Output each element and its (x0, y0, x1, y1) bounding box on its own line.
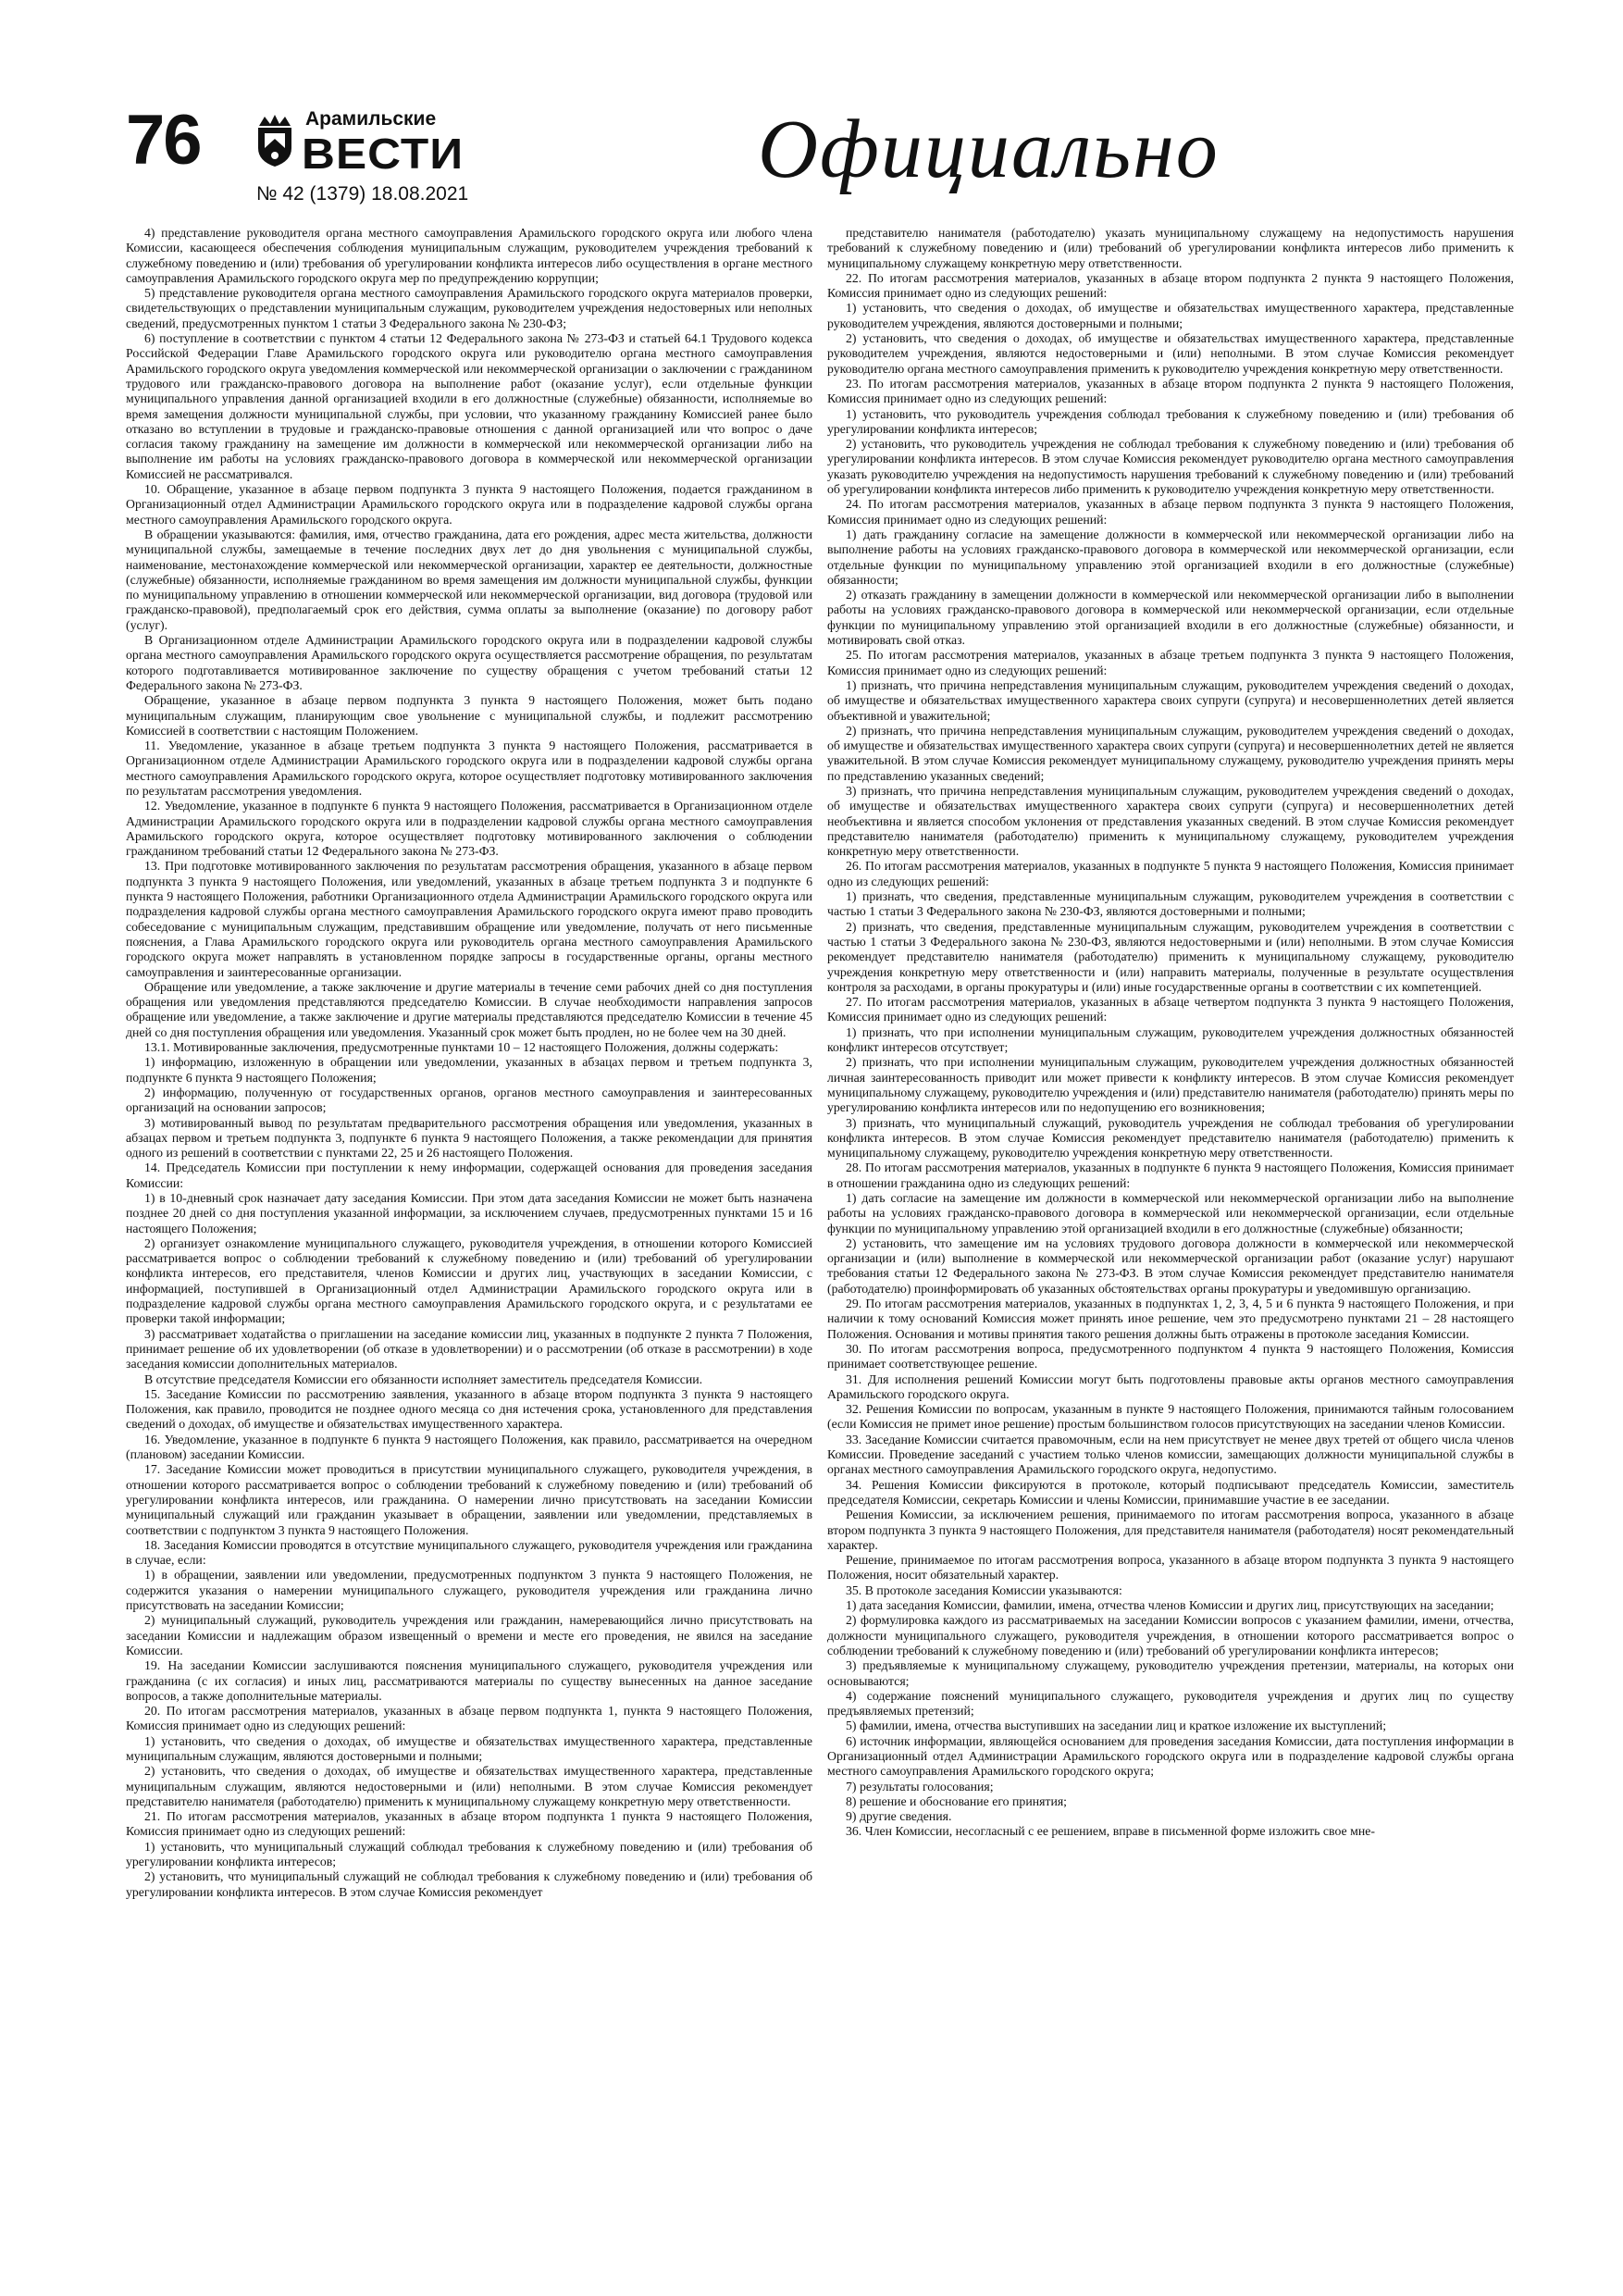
paragraph: В обращении указываются: фамилия, имя, отчество гражданина, дата его рождения, адрес места жительства, должности муниципальной службы, замещаемые в течение последних двух лет до дня увольнения с муниципальной службы, наименование, местонахождение коммерческой или некоммерческой организации, характер ее деятельности, должностные (служебные) обязанности, исполняемые гражданином во время замещения им должности муниципальной службы, функции по муниципальному управлению в отношении коммерческой или некоммерческой организации, вид договора (трудовой или гражданско-правовой), предполагаемый срок его действия, сумма оплаты за выполнение (оказание) по договору работ (услуг). (126, 527, 812, 632)
paragraph: Решение, принимаемое по итогам рассмотрения вопроса, указанного в абзаце втором подпункта 3 пункта 9 настоящего Положения, носит обязательный характер. (827, 1553, 1514, 1582)
paragraph: 3) рассматривает ходатайства о приглашении на заседание комиссии лиц, указанных в подпункте 2 пункта 7 Положения, принимает решение об их удовлетворении (об отказе в удовлетворении) и о рассмотрении (об отказе в рассмотрении) в ходе заседания комиссии дополнительных материалов. (126, 1326, 812, 1371)
paragraph: 1) установить, что сведения о доходах, об имуществе и обязательствах имущественного характера, представленные муниципальным служащим, являются достоверными и полными; (126, 1733, 812, 1763)
paragraph: 33. Заседание Комиссии считается правомочным, если на нем присутствует не менее двух третей от общего числа членов Комиссии. Проведение заседаний с участием только членов комиссии, замещающих должности муниципальной службы в органах местного самоуправления Арамильского городского округа, недопустимо. (827, 1432, 1514, 1477)
paragraph: 3) мотивированный вывод по результатам предварительного рассмотрения обращения или уведомления, указанных в абзацах первом и третьем подпункта 3, подпункте 6 пункта 9 настоящего Положения, а также рекомендации для принятия одного из решений в соответствии с пунктами 22, 25 и 26 настоящего Положения. (126, 1115, 812, 1160)
section-title: Официально (758, 104, 1220, 195)
paragraph: 2) признать, что причина непредставления муниципальным служащим, руководителем учреждения сведений о доходах, об имуществе и обязательствах имущественного характера своих супруги (супруга) и несовершеннолетних детей не является уважительной. В этом случае Комиссия рекомендует муниципальному служащему, руководителю учреждения принять меры по представлению указанных сведений; (827, 723, 1514, 783)
paragraph: 10. Обращение, указанное в абзаце первом подпункта 3 пункта 9 настоящего Положения, подается гражданином в Организационный отдел Администрации Арамильского городского округа или в подразделение кадровой службы органа местного самоуправления Арамильского городского округа. (126, 482, 812, 527)
paragraph: 26. По итогам рассмотрения материалов, указанных в подпункте 5 пункта 9 настоящего Положения, Комиссия принимает одно из следующих решений: (827, 859, 1514, 888)
paragraph: 2) формулировка каждого из рассматриваемых на заседании Комиссии вопросов с указанием фамилии, имени, отчества, должности муниципального служащего, руководителя учреждения, в отношении которого рассматривается вопрос о соблюдении требований к служебному поведению и (или) требований об урегулировании конфликта интересов; (827, 1613, 1514, 1657)
paragraph: 2) информацию, полученную от государственных органов, органов местного самоуправления и заинтересованных организаций на основании запросов; (126, 1085, 812, 1115)
paragraph: 30. По итогам рассмотрения вопроса, предусмотренного подпунктом 4 пункта 9 настоящего Положения, Комиссия принимает соответствующее решение. (827, 1341, 1514, 1371)
paragraph: 21. По итогам рассмотрения материалов, указанных в абзаце втором подпункта 1 пункта 9 настоящего Положения, Комиссия принимает одно из следующих решений: (126, 1809, 812, 1839)
paragraph: 25. По итогам рассмотрения материалов, указанных в абзаце третьем подпункта 3 пункта 9 настоящего Положения, Комиссия принимает одно из следующих решений: (827, 648, 1514, 677)
logo-subtitle: Арамильские (305, 108, 437, 130)
newspaper-logo (255, 105, 607, 183)
paragraph: 7) результаты голосования; (846, 1779, 994, 1793)
paragraph: 32. Решения Комиссии по вопросам, указанным в пункте 9 настоящего Положения, принимаются тайным голосованием (если Комиссия не примет иное решение) простым большинством голосов присутствующих на заседании членов Комиссии. (827, 1402, 1514, 1432)
paragraph: 19. На заседании Комиссии заслушиваются пояснения муниципального служащего, руководителя учреждения или гражданина (с их согласия) и иных лиц, рассматриваются материалы по существу вынесенных на данное заседание вопросов, а также дополнительные материалы. (126, 1658, 812, 1703)
paragraph: 23. По итогам рассмотрения материалов, указанных в абзаце втором подпункта 2 пункта 9 настоящего Положения, Комиссия принимает одно из следующих решений: (827, 376, 1514, 406)
paragraph: 1) признать, что при исполнении муниципальным служащим, руководителем учреждения должностных обязанностей конфликт интересов отсутствует; (827, 1024, 1514, 1055)
paragraph: 2) признать, что при исполнении муниципальным служащим, руководителем учреждения должностных обязанностей личная заинтересованность приводит или может привести к конфликту интересов. В этом случае Комиссия рекомендует муниципальному служащему, руководителю учреждения и (или) представителю нанимателя (работодателю) принять меры по урегулированию конфликта интересов или по недопущению его возникновения; (827, 1055, 1514, 1115)
paragraph: Обращение или уведомление, а также заключение и другие материалы в течение семи рабочих дней со дня поступления обращения или уведомления представляются председателю Комиссии. В случае необходимости направления запросов обращение или уведомление, а также заключение и другие материалы представляются председателю Комиссии в течение 45 дней со дня поступления обращения или уведомления. Указанный срок может быть продлен, но не более чем на 30 дней. (126, 979, 812, 1039)
paragraph: 3) предъявляемые к муниципальному служащему, руководителю учреждения претензии, материалы, на которых они основываются; (827, 1658, 1514, 1688)
paragraph: 1) дать гражданину согласие на замещение должности в коммерческой или некоммерческой организации либо на выполнение работы на условиях гражданско-правового договора в коммерческой или некоммерческой организации, если отдельные функции по муниципальному управлению этой организацией входили в его должностные (служебные) обязанности; (827, 527, 1514, 587)
city-crest-icon (255, 113, 294, 168)
paragraph: 29. По итогам рассмотрения материалов, указанных в подпунктах 1, 2, 3, 4, 5 и 6 пункта 9 настоящего Положения, и при наличии к тому оснований Комиссия может принять иное решение, чем это предусмотрено пунктами 21 – 28 настоящего Положения. Основания и мотивы принятия такого решения должны быть отражены в протоколе заседания Комиссии. (827, 1297, 1514, 1341)
page-number: 76 (126, 101, 201, 180)
paragraph: 6) источник информации, являющейся основанием для проведения заседания Комиссии, дата поступления информации в Организационный отдел Администрации Арамильского городского округа или в подразделение кадровой службы органа местного самоуправления Арамильского городского округа; (827, 1733, 1514, 1779)
paragraph: В Организационном отделе Администрации Арамильского городского округа или в подразделении кадровой службы органа местного самоуправления Арамильского городского округа осуществляется рассмотрение обращения, по результатам которого подготавливается мотивированное заключение по существу обращения с учетом требований статьи 12 Федерального закона № 273-ФЗ. (126, 633, 812, 692)
paragraph: 20. По итогам рассмотрения материалов, указанных в абзаце первом подпункта 1, пункта 9 настоящего Положения, Комиссия принимает одно из следующих решений: (126, 1704, 812, 1733)
paragraph: 1) информацию, изложенную в обращении или уведомлении, указанных в абзацах первом и третьем подпункта 3, подпункте 6 пункта 9 настоящего Положения; (126, 1055, 812, 1085)
paragraph: 2) признать, что сведения, представленные муниципальным служащим, руководителем учреждения в соответствии с частью 1 статьи 3 Федерального закона № 230-ФЗ, являются недостоверными и (или) неполными. В этом случае Комиссия рекомендует представителю нанимателя (работодателю) применить к муниципальному служащему, руководителю учреждения конкретную меру ответственности и (или) направить материалы, полученные в результате осуществления контроля за расходами, в органы прокуратуры и (или) иные государственные органы в соответствии с их компетенцией. (827, 919, 1514, 994)
paragraph: 9) другие сведения. (846, 1809, 952, 1824)
paragraph: 6) поступление в соответствии с пунктом 4 статьи 12 Федерального закона № 273-ФЗ и статьей 64.1 Трудового кодекса Российской Федерации Главе Арамильского городского округа или руководителю органа местного самоуправления Арамильского городского округа уведомления коммерческой или некоммерческой организации о заключении с гражданином трудового или гражданско-правового договора на выполнение работ (оказание услуг), если отдельные функции муниципального управления данной организацией входили в его должностные (служебные) обязанности, исполняемые во время замещения должности муниципальной службы, при условии, что указанному гражданину Комиссией ранее было отказано во вступлении в трудовые и гражданско-правовые отношения с данной организацией или что вопрос о даче согласия такому гражданину на замещение им должности в коммерческой или некоммерческой организации либо на выполнение им работы на условиях гражданско-правового договора в коммерческой или некоммерческой организации Комиссией не рассматривался. (126, 331, 812, 481)
text-column-left (126, 226, 812, 2286)
paragraph: 13.1. Мотивированные заключения, предусмотренные пунктами 10 – 12 настоящего Положения, должны содержать: (144, 1040, 779, 1055)
paragraph: 1) в 10-дневный срок назначает дату заседания Комиссии. При этом дата заседания Комиссии не может быть назначена позднее 20 дней со дня поступления указанной информации, за исключением случаев, предусмотренных пунктами 15 и 16 настоящего Положения; (126, 1191, 812, 1235)
article-body (126, 226, 1514, 2286)
paragraph: 8) решение и обоснование его принятия; (846, 1793, 1068, 1808)
text-column-right (827, 226, 1514, 2286)
paragraph: 1) установить, что руководитель учреждения соблюдал требования к служебному поведению и (или) требования об урегулировании конфликта интересов; (827, 406, 1514, 436)
paragraph: 1) дать согласие на замещение им должности в коммерческой или некоммерческой организации либо на выполнение работы на условиях гражданско-правового договора в коммерческой или некоммерческой организации, если отдельные функции по муниципальному управлению этой организацией входили в его должностные (служебные) обязанности; (827, 1191, 1514, 1235)
paragraph: 35. В протоколе заседания Комиссии указываются: (846, 1582, 1122, 1597)
paragraph: 1) дата заседания Комиссии, фамилии, имена, отчества членов Комиссии и других лиц, присутствующих на заседании; (846, 1598, 1494, 1613)
paragraph: 14. Председатель Комиссии при поступлении к нему информации, содержащей основания для проведения заседания Комиссии: (126, 1160, 812, 1190)
masthead (126, 100, 1255, 211)
logo-title: ВЕСТИ (302, 130, 465, 178)
paragraph: 1) установить, что сведения о доходах, об имуществе и обязательствах имущественного характера, представленные руководителем учреждения, являются достоверными и полными; (827, 301, 1514, 330)
paragraph: 15. Заседание Комиссии по рассмотрению заявления, указанного в абзаце втором подпункта 3 пункта 9 настоящего Положения, как правило, проводится не позднее одного месяца со дня истечения срока, установленного для представления сведений о доходах, об имуществе и обязательствах имущественного характера. (126, 1386, 812, 1432)
paragraph: 13. При подготовке мотивированного заключения по результатам рассмотрения обращения, указанного в абзаце первом подпункта 3 пункта 9 настоящего Положения, или уведомлений, указанных в абзаце третьем подпункта 3 и подпункте 6 пункта 9 настоящего Положения, работники Организационного отдела Администрации Арамильского городского округа или подразделения кадровой службы органа местного самоуправления Арамильского городского округа имеют право проводить собеседование с муниципальным служащим, представившим обращение или уведомление, получать от него письменные пояснения, а Глава Арамильского городского округа или руководитель органа местного самоуправления Арамильского городского округа может направлять в установленном порядке запросы в государственные органы, органы местного самоуправления и заинтересованные организации. (126, 859, 812, 979)
paragraph: 36. Член Комиссии, несогласный с ее решением, вправе в письменной форме изложить свое мне- (846, 1824, 1375, 1839)
paragraph: 4) представление руководителя органа местного самоуправления Арамильского городского округа или любого члена Комиссии, касающееся обеспечения соблюдения муниципальным служащим, руководителем учреждения требований к служебному поведению и (или) требования об урегулировании конфликта интересов либо осуществления в органе местного самоуправления Арамильского городского округа мер по предупреждению коррупции; (126, 226, 812, 285)
paragraph: 1) признать, что сведения, представленные муниципальным служащим, руководителем учреждения в соответствии с частью 1 статьи 3 Федерального закона № 230-ФЗ, являются достоверными и полными; (827, 889, 1514, 919)
paragraph: Обращение, указанное в абзаце первом подпункта 3 пункта 9 настоящего Положения, может быть подано муниципальным служащим, планирующим свое увольнение с муниципальной службы, и подлежит рассмотрению Комиссией в соответствии с настоящим Положением. (126, 693, 812, 738)
paragraph: 2) установить, что замещение им на условиях трудового договора должности в коммерческой или некоммерческой организации и (или) выполнение в коммерческой или некоммерческой организации работ (оказание услуг) нарушают требования статьи 12 Федерального закона № 273-ФЗ. В этом случае Комиссия рекомендует представителю нанимателя (работодателю) проинформировать об указанных обстоятельствах органы прокуратуры и уведомившую организацию. (827, 1235, 1514, 1296)
paragraph: 5) представление руководителя органа местного самоуправления Арамильского городского округа материалов проверки, свидетельствующих о представлении муниципальным служащим, руководителем учреждения недостоверных или неполных сведений, предусмотренных пунктом 1 статьи 3 Федерального закона № 230-ФЗ; (126, 286, 812, 330)
paragraph: 5) фамилии, имена, отчества выступивших на заседании лиц и краткое изложение их выступлений; (846, 1719, 1387, 1733)
paragraph: 24. По итогам рассмотрения материалов, указанных в абзаце первом подпункта 3 пункта 9 настоящего Положения, Комиссия принимает одно из следующих решений: (827, 497, 1514, 527)
paragraph: Решения Комиссии, за исключением решения, принимаемого по итогам рассмотрения вопроса, указанного в абзаце втором подпункта 3 пункта 9 настоящего Положения, для представителя нанимателя (работодателя) носят рекомендательный характер. (827, 1508, 1514, 1552)
paragraph: 1) в обращении, заявлении или уведомлении, предусмотренных подпунктом 3 пункта 9 настоящего Положения, не содержится указания о намерении муниципального служащего, руководителя учреждения или гражданина лично присутствовать на заседании Комиссии; (126, 1568, 812, 1613)
paragraph: 1) установить, что муниципальный служащий соблюдал требования к служебному поведению и (или) требования об урегулировании конфликта интересов; (126, 1839, 812, 1869)
paragraph: 2) муниципальный служащий, руководитель учреждения или гражданин, намеревающийся лично присутствовать на заседании Комиссии и надлежащим образом извещенный о времени и месте его проведения, не явился на заседание Комиссии. (126, 1613, 812, 1657)
paragraph: 2) организует ознакомление муниципального служащего, руководителя учреждения, в отношении которого Комиссией рассматривается вопрос о соблюдении требований к служебному поведению и (или) требований об урегулировании конфликта интересов, его представителя, членов Комиссии и других лиц, участвующих в заседании Комиссии, с информацией, поступившей в Организационный отдел Администрации Арамильского городского округа или в подразделение кадровой службы органа местного самоуправления Арамильского городского округа, и с результатами ее проверки такой информации; (126, 1235, 812, 1326)
paragraph: 1) признать, что причина непредставления муниципальным служащим, руководителем учреждения сведений о доходах, об имуществе и обязательствах имущественного характера своих супруги (супруга) и несовершеннолетних детей является объективной и уважительной; (827, 677, 1514, 723)
paragraph: 17. Заседание Комиссии может проводиться в присутствии муниципального служащего, руководителя учреждения, в отношении которого рассматривается вопрос о соблюдении требований к служебному поведению и (или) требований об урегулировании конфликта интересов, или гражданина. О намерении лично присутствовать на заседании Комиссии муниципальный служащий или гражданин указывает в обращении, заявлении или уведомлении, представляемых в соответствии с подпунктом 3 пункта 9 настоящего Положения. (126, 1462, 812, 1537)
paragraph: 2) установить, что руководитель учреждения не соблюдал требования к служебному поведению и (или) требования об урегулировании конфликта интересов. В этом случае Комиссия рекомендует руководителю органа местного самоуправления указать руководителю учреждения на недопустимость нарушения требований к служебному поведению и (или) требований об урегулировании конфликта интересов либо применить к руководителю учреждения конкретную меру ответственности. (827, 437, 1514, 497)
paragraph: 27. По итогам рассмотрения материалов, указанных в абзаце четвертом подпункта 3 пункта 9 настоящего Положения, Комиссия принимает одно из следующих решений: (827, 995, 1514, 1024)
paragraph: 18. Заседания Комиссии проводятся в отсутствие муниципального служащего, руководителя учреждения или гражданина в случае, если: (126, 1537, 812, 1568)
paragraph: 3) признать, что причина непредставления муниципальным служащим, руководителем учреждения сведений о доходах, об имуществе и обязательствах имущественного характера своих супруги (супруга) и несовершеннолетних детей необъективна и является способом уклонения от представления указанных сведений. В этом случае Комиссия рекомендует представителю нанимателя (работодателю) применить к муниципальному служащему, руководителем учреждения конкретную меру ответственности. (827, 783, 1514, 859)
paragraph: 22. По итогам рассмотрения материалов, указанных в абзаце втором подпункта 2 пункта 9 настоящего Положения, Комиссия принимает одно из следующих решений: (827, 270, 1514, 301)
paragraph: 31. Для исполнения решений Комиссии могут быть подготовлены правовые акты органов местного самоуправления Арамильского городского округа. (827, 1371, 1514, 1401)
paragraph: 2) установить, что сведения о доходах, об имуществе и обязательствах имущественного характера, представленные муниципальным служащим, являются недостоверными и (или) неполными. В этом случае Комиссия рекомендует представителю нанимателя (работодателю) применить к муниципальному служащему конкретную меру ответственности. (126, 1764, 812, 1808)
paragraph: 12. Уведомление, указанное в подпункте 6 пункта 9 настоящего Положения, рассматривается в Организационном отделе Администрации Арамильского городского округа или в подразделении кадровой службы органа местного самоуправления Арамильского городского округа, которое осуществляет подготовку мотивированного заключения о соблюдении гражданином требований статьи 12 Федерального закона № 273-ФЗ. (126, 799, 812, 859)
paragraph: 4) содержание пояснений муниципального служащего, руководителя учреждения и других лиц по существу предъявляемых претензий; (827, 1688, 1514, 1719)
paragraph: 2) отказать гражданину в замещении должности в коммерческой или некоммерческой организации либо в выполнении работы на условиях гражданско-правового договора в коммерческой или некоммерческой организации, если отдельные функции по муниципальному управлению этой организацией входили в его должностные (служебные) обязанности, и мотивировать свой отказ. (827, 588, 1514, 648)
paragraph: 16. Уведомление, указанное в подпункте 6 пункта 9 настоящего Положения, как правило, рассматривается на очередном (плановом) заседании Комиссии. (126, 1432, 812, 1462)
paragraph: 3) признать, что муниципальный служащий, руководитель учреждения не соблюдал требования об урегулировании конфликта интересов. В этом случае Комиссия рекомендует представителю нанимателя (работодателю) применить к муниципальному служащему, руководителю учреждения конкретную меру ответственности. (827, 1115, 1514, 1160)
paragraph: 34. Решения Комиссии фиксируются в протоколе, который подписывают председатель Комиссии, заместитель председателя Комиссии, секретарь Комиссии и члены Комиссии, принимавшие участие в ее заседании. (827, 1477, 1514, 1507)
paragraph: В отсутствие председателя Комиссии его обязанности исполняет заместитель председателя Комиссии. (144, 1371, 703, 1386)
paragraph: 2) установить, что сведения о доходах, об имуществе и обязательствах имущественного характера, представленные руководителем учреждения, являются недостоверными и (или) неполными. В этом случае Комиссия рекомендует руководителю органа местного самоуправления применить к руководителю учреждения конкретную меру ответственности. (827, 331, 1514, 376)
paragraph: 28. По итогам рассмотрения материалов, указанных в подпункте 6 пункта 9 настоящего Положения, Комиссия принимает в отношении гражданина одно из следующих решений: (827, 1160, 1514, 1190)
issue-number-date: № 42 (1379) 18.08.2021 (256, 183, 469, 205)
paragraph: 2) установить, что муниципальный служащий не соблюдал требования к служебному поведению и (или) требования об урегулировании конфликта интересов. В этом случае Комиссия рекомендует (126, 1869, 812, 1899)
paragraph: 11. Уведомление, указанное в абзаце третьем подпункта 3 пункта 9 настоящего Положения, рассматривается в Организационном отделе Администрации Арамильского городского округа или в подразделении кадровой службы органа местного самоуправления Арамильского городского округа, которое осуществляет подготовку мотивированного заключения по результатам рассмотрения уведомления. (126, 738, 812, 798)
paragraph: представителю нанимателя (работодателю) указать муниципальному служащему на недопустимость нарушения требований к служебному поведению и (или) требований об урегулировании конфликта интересов либо применить к муниципальному служащему конкретную меру ответственности. (827, 226, 1514, 270)
